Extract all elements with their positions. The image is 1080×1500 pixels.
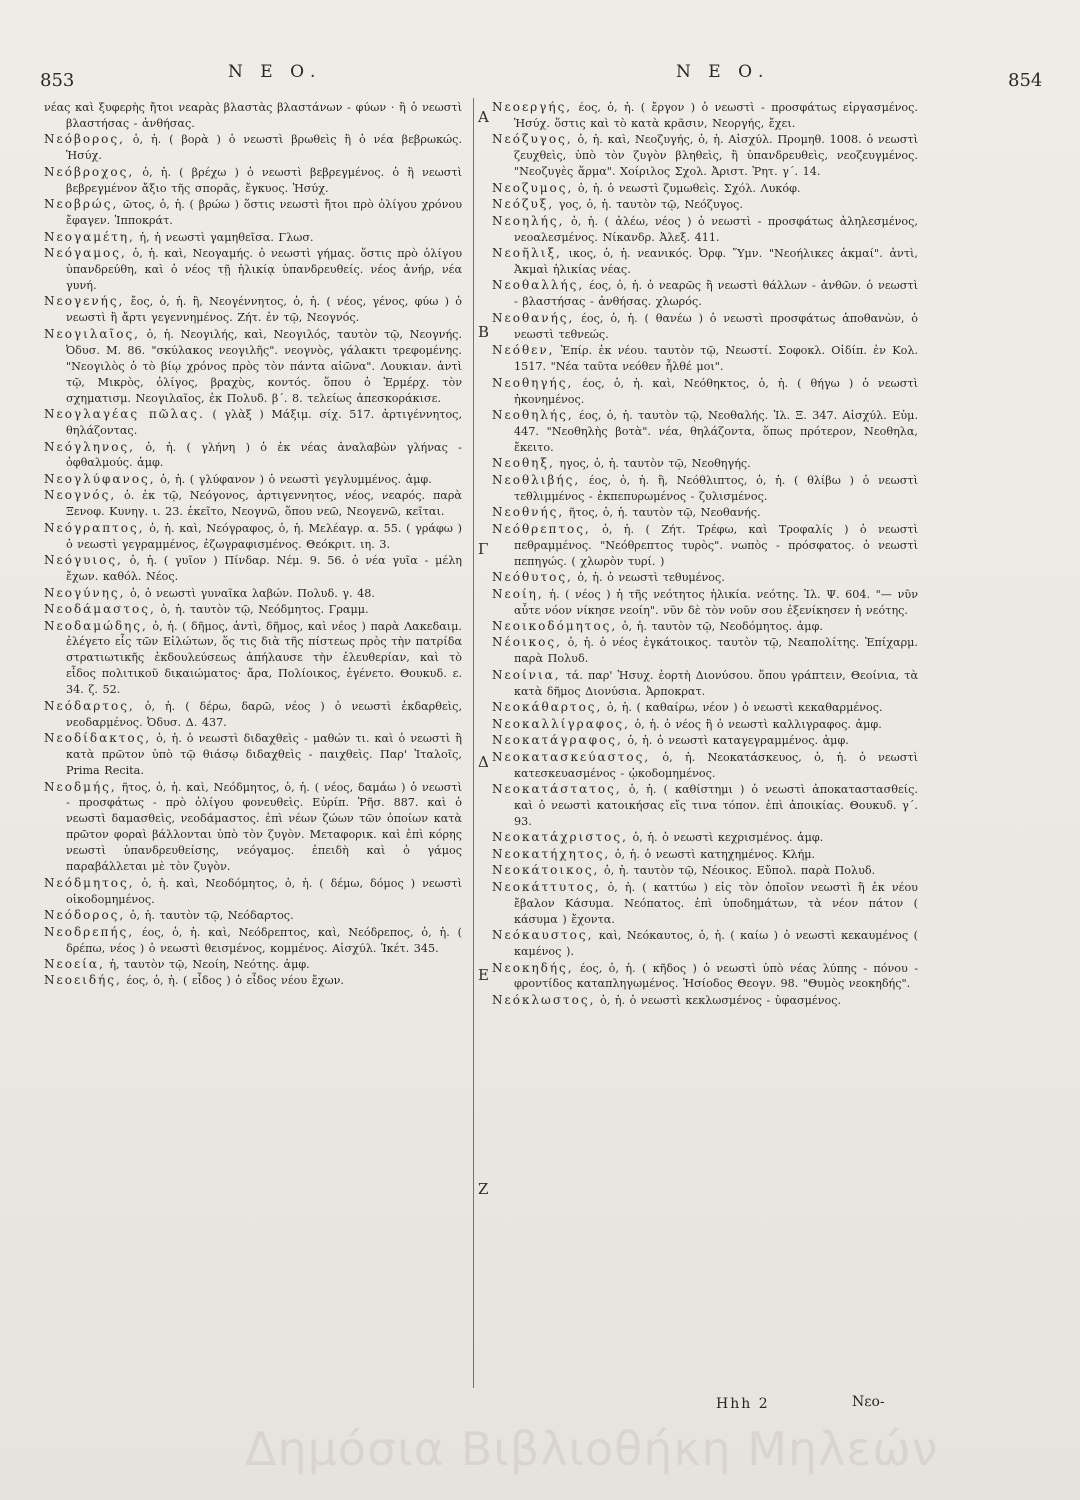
entry-definition: ἔος, ὁ, ἡ. ἢ, Νεογέννητος, ὁ, ἡ. ( νέος, γένος, φύω ) ὁ νεωστὶ ἢ ἄρτι γεγεννημένος. Ζήτ. ἐν τῷ, Νεογνός.: [66, 295, 462, 325]
entry-headword: Νεοῆλιξ,: [492, 246, 562, 261]
entry-definition: ηγος, ὁ, ἡ. ταυτὸν τῷ, Νεοθηγής.: [554, 457, 751, 471]
dictionary-entry: [492, 635, 918, 667]
dictionary-entry: [492, 278, 918, 310]
entry-definition: έος, ὁ, ἡ. ἢ, Νεόθλιπτος, ὁ, ἡ. ( θλίβω ) ὁ νεωστὶ τεθλιμμένος - ἐκπεπυρωμένος - ζυλισμένος.: [514, 473, 918, 503]
dictionary-entry: [492, 473, 918, 505]
dictionary-entry: [44, 327, 462, 407]
entry-headword: Νεοκατήχητος,: [492, 846, 611, 861]
entry-definition: έος, ὁ, ἡ. ( θανέω ) ὁ νεωστὶ προσφάτως ἀποθανὼν, ὁ νεωστὶ τεθνεώς.: [514, 311, 918, 341]
entry-headword: Νεόκαυστος,: [492, 928, 594, 943]
dictionary-entry: [492, 750, 918, 782]
entry-definition: ὁ, ἡ. ὁ νεωστὶ ζυμωθεὶς. Σχόλ. Λυκόφ.: [573, 181, 801, 195]
dictionary-entry: [492, 181, 918, 197]
entry-headword: Νεοκατάχριστος,: [492, 830, 628, 845]
dictionary-entry: [492, 311, 918, 343]
section-letter-z: Ζ: [478, 1180, 489, 1198]
entry-headword: Νεοδμής,: [44, 779, 117, 794]
entry-headword: Νεοθλιβής,: [492, 472, 581, 487]
entry-definition: γος, ὁ, ἡ. ταυτὸν τῷ, Νεόζυγος.: [554, 198, 743, 212]
entry-headword: Νεοκατασκεύαστος,: [492, 749, 651, 764]
dictionary-entry: [492, 668, 918, 700]
entry-definition: ἡ, ταυτὸν τῷ, Νεοίη, Νεότης. ἀμφ.: [104, 958, 310, 972]
entry-definition: ὁ, ἡ. ὁ νεωστὶ κεχρισμένος. ἀμφ.: [627, 831, 824, 845]
entry-headword: Νεοικοδόμητος,: [492, 619, 618, 633]
entry-headword: Νεοβρώς,: [44, 197, 119, 212]
entry-definition: νέας καὶ ξυφερὴς ἤτοι νεαρὰς βλαστὰς βλαστάνων - φύων · ἢ ὁ νεωστὶ βλαστήσας - ἀνθήσας.: [44, 101, 462, 130]
left-running-head: Ν Ε Ο.: [228, 62, 322, 82]
dictionary-entry: [44, 957, 462, 973]
catchword: Νεο-: [852, 1394, 885, 1410]
section-letter-b: Β: [478, 323, 490, 341]
entry-definition: ὁ, ἡ. ( βρέχω ) ὁ νεωστὶ βεβρεγμένος. ὁ ἢ νεωστὶ βεβρεγμένον ἄξιο τῆς σπορᾶς, ἔγκυος. Ἡσύχ.: [66, 165, 462, 195]
entry-headword: Νεόγραπτος,: [44, 520, 145, 535]
entry-definition: ῆτος, ὁ, ἡ. ταυτὸν τῷ, Νεοθανής.: [564, 506, 761, 520]
dictionary-entry: [44, 602, 462, 618]
entry-headword: Νεοίνια,: [492, 667, 561, 682]
dictionary-entry: [492, 928, 918, 960]
entry-definition: ὁ, ἡ. ὁ νεωστὶ κατηχημένος. Κλήμ.: [610, 847, 816, 861]
dictionary-entry: [492, 830, 918, 846]
dictionary-entry: [492, 132, 918, 180]
entry-headword: Νεοδαμώδης,: [44, 618, 148, 633]
dictionary-entry: [44, 699, 462, 731]
entry-headword: Νεοδρεπής,: [44, 924, 135, 939]
dictionary-entry: [44, 472, 462, 488]
library-watermark: Δημόσια Βιβλιοθήκη Μηλεών: [245, 1422, 939, 1476]
right-running-head: Ν Ε Ο.: [676, 62, 770, 82]
section-letter-a: Α: [478, 108, 489, 126]
dictionary-entry: [44, 294, 462, 326]
entry-headword: Νεόζυξ,: [492, 197, 555, 212]
dictionary-entry: [44, 521, 462, 553]
entry-headword: Νεόζυγος,: [492, 132, 573, 147]
dictionary-entry: [44, 780, 462, 876]
entry-headword: Νεογλαγέας πῶλας.: [44, 407, 205, 422]
right-dictionary-column: [492, 100, 918, 1009]
dictionary-entry: [492, 408, 918, 456]
entry-headword: Νεοθαλλής,: [492, 278, 585, 293]
entry-headword: Νεόδορος,: [44, 908, 126, 923]
entry-definition: ( γλὰξ ) Μάξιμ. σίχ. 517. ἀρτιγέννητος, θηλάζοντας.: [66, 408, 462, 438]
dictionary-entry: [44, 100, 462, 132]
entry-headword: Νεογενής,: [44, 294, 125, 309]
dictionary-entry: [492, 376, 918, 408]
entry-headword: Νεοκατάστατος,: [492, 782, 622, 797]
entry-headword: Νεόβορος,: [44, 132, 125, 147]
entry-headword: Νεοεργής,: [492, 100, 573, 114]
entry-headword: Νεοκάτοικος,: [492, 863, 600, 878]
entry-headword: Νεογιλαῖος,: [44, 326, 140, 341]
entry-headword: Νεοθηλής,: [492, 408, 574, 423]
entry-definition: ἡ, ἡ νεωστὶ γαμηθεῖσα. Γλωσ.: [134, 230, 314, 244]
entry-definition: ὁ. ἐκ τῷ, Νεόγονος, ἀρτιγεννητος, νέος, νεαρός. παρὰ Ξενοφ. Κυνηγ. ι. 23. ἐκεῖτο, Νεογνῶ, ὅπου νεῶ, Νεογενῶ, κεῖται.: [66, 489, 462, 519]
dictionary-entry: [44, 165, 462, 197]
signature-mark: Hhh 2: [716, 1396, 770, 1412]
entry-definition: έος, ὁ, ἡ. ( εἶδος ) ὁ εἶδος νέου ἔχων.: [121, 974, 344, 988]
entry-headword: Νεοθηγής,: [492, 375, 574, 390]
dictionary-entry: [44, 619, 462, 699]
entry-definition: ὁ, ἡ. ταυτὸν τῷ, Νεόδμητος. Γραμμ.: [155, 603, 369, 617]
entry-definition: Ἐπίρ. ἐκ νέου. ταυτὸν τῷ, Νεωστί. Σοφοκλ. Οἰδίπ. ἐν Κολ. 1517. "Νέα ταῦτα νεόθεν ἦλθέ μοι".: [514, 344, 918, 374]
entry-headword: Νεοδάμαστος,: [44, 602, 156, 617]
entry-definition: ἡ. ( νέος ) ἡ τῆς νεότητος ἡλικία. νεότης. Ἰλ. Ψ. 604. "— νῦν αὖτε νόον νίκησε νεοίη". νῦν δὲ τὸν νοῦν σου ἐξενίκησεν ἡ νεότης.: [514, 587, 918, 617]
entry-definition: ὁ, ἡ. ( ἀλέω, νέος ) ὁ νεωστὶ - προσφάτως ἀληλεσμένος, νεοαλεσμένος. Νίκανδρ. Ἀλεξ. 411.: [514, 214, 918, 244]
entry-headword: Νεοκάθαρτος,: [492, 700, 603, 715]
dictionary-entry: [44, 230, 462, 246]
dictionary-entry: [44, 925, 462, 957]
dictionary-entry: [44, 586, 462, 602]
dictionary-entry: [492, 522, 918, 570]
entry-headword: Νεόδμητος,: [44, 875, 135, 890]
entry-definition: έος, ὁ, ἡ. ὁ νεαρῶς ἢ νεωστὶ θάλλων - ἀνθῶν. ὁ νεωστὶ - βλαστήσας - ἀνθήσας. χλωρός.: [514, 279, 918, 309]
dictionary-entry: [492, 993, 918, 1009]
dictionary-entry: [492, 456, 918, 472]
entry-headword: Νεόθυτος,: [492, 570, 573, 585]
dictionary-entry: [492, 961, 918, 993]
entry-definition: ὁ, ἡ. ταυτὸν τῷ, Νέοικος. Εὔπολ. παρὰ Πολυδ.: [599, 864, 876, 878]
entry-headword: Νεόθεν,: [492, 343, 555, 358]
left-page-number: 853: [40, 70, 75, 91]
entry-headword: Νεοκηδής,: [492, 960, 574, 975]
entry-definition: ὁ, ὁ νεωστὶ γυναῖκα λαβών. Πολυδ. γ. 48.: [125, 586, 375, 600]
entry-headword: Νεοθνής,: [492, 505, 565, 520]
entry-definition: ὁ, ἡ. καὶ, Νεογαμής. ὁ νεωστὶ γήμας. ὅστις πρὸ ὀλίγου ὑπανδρεύθη, καὶ ὁ νέος τῇ ἡλικίᾳ ὑπανδρευθείς. νέος ἀνήρ, νέα γυνή.: [66, 247, 462, 292]
entry-headword: Νεοζυμος,: [492, 180, 574, 195]
entry-headword: Νεόδαρτος,: [44, 698, 135, 713]
dictionary-entry: [44, 876, 462, 908]
section-letter-g: Γ: [478, 540, 489, 558]
entry-definition: ὁ, ἡ. ( καθαίρω, νέον ) ὁ νεωστὶ κεκαθαρμένος.: [602, 701, 883, 715]
entry-headword: Νεόγληνος,: [44, 439, 135, 454]
entry-headword: Νεογύνης,: [44, 585, 126, 600]
entry-definition: ὁ, ἡ. Νεοκατάσκευος, ὁ, ἡ. ὁ νεωστὶ κατεσκευασμένος - ᾠκοδομημένος.: [514, 750, 918, 780]
dictionary-entry: [492, 505, 918, 521]
dictionary-entry: [44, 908, 462, 924]
entry-definition: ὁ, ἡ. ( βορὰ ) ὁ νεωστὶ βρωθεὶς ἢ ὁ νέα βεβρωκώς. Ἡσύχ.: [66, 133, 462, 163]
column-divider: [473, 98, 474, 1388]
entry-definition: ὁ, ἡ. ὁ νεωστὶ καταγεγραμμένος. ἀμφ.: [622, 734, 849, 748]
dictionary-entry: [492, 619, 918, 635]
entry-definition: ὁ, ἡ. ( γυῖον ) Πίνδαρ. Νέμ. 9. 56. ὁ νέα γυῖα - μέλη ἔχων. καθόλ. Νέος.: [66, 554, 462, 584]
dictionary-entry: [44, 440, 462, 472]
dictionary-entry: [492, 100, 918, 132]
dictionary-entry: [492, 246, 918, 278]
dictionary-entry: [492, 197, 918, 213]
entry-headword: Νεοίη,: [492, 586, 544, 601]
entry-definition: έος, ὁ, ἡ. καὶ, Νεόδρεπτος, καὶ, Νεόδρεπος, ὁ, ἡ. ( δρέπω, νέος ) ὁ νεωστὶ θεισμένος, κομμένος. Αἰσχύλ. Ἱκέτ. 345.: [66, 925, 462, 955]
dictionary-entry: [44, 246, 462, 294]
entry-definition: ὁ, ἡ. ταυτὸν τῷ, Νεοδόμητος. ἀμφ.: [617, 620, 823, 633]
entry-definition: καὶ, Νεόκαυτος, ὁ, ἡ. ( καίω ) ὁ νεωστὶ κεκαυμένος ( καμένος ).: [514, 929, 918, 959]
entry-definition: έος, ὁ, ἡ. ( ἔργον ) ὁ νεωστὶ - προσφάτως εἰργασμένος. Ἡσύχ. ὅστις καὶ τὸ κατὰ κρᾶσιν, Νεοργής, ἔχει.: [514, 101, 918, 130]
entry-headword: Νεόκλωστος,: [492, 992, 596, 1007]
entry-definition: ὁ, ἡ. ( Ζήτ. Τρέφω, καὶ Τροφαλίς ) ὁ νεωστὶ πεθραμμένος. "Νεόθρεπτος τυρὸς". νωπὸς - πρόσφατος. ὁ νεωστὶ πεπηγώς. ( χλωρὸν τυρί. ): [514, 522, 918, 568]
entry-definition: ὁ, ἡ. ( δέρω, δαρῶ, νέος ) ὁ νεωστὶ ἐκδαρθεὶς, νεοδαρμένος. Ὀδυσ. Δ. 437.: [66, 699, 462, 729]
entry-definition: ὁ, ἡ. ὁ νέος ἐγκάτοικος. ταυτὸν τῷ, Νεαπολίτης. Ἐπίχαρμ. παρὰ Πολυδ.: [514, 636, 918, 666]
entry-definition: ὁ, ἡ. καὶ, Νεόγραφος, ὁ, ἡ. Μελέαγρ. α. 55. ( γράφω ) ὁ νεωστὶ γεγραμμένος, ἐζωγραφισμένος. Θεόκριτ. ιη. 3.: [66, 521, 462, 551]
entry-headword: Νεοδίδακτος,: [44, 731, 152, 746]
right-page-number: 854: [1008, 70, 1043, 91]
entry-headword: Νεόγαμος,: [44, 246, 127, 261]
entry-headword: Νεογαμέτη,: [44, 229, 135, 244]
entry-headword: Νεοκάττυτος,: [492, 879, 601, 894]
entry-definition: ὁ, ἡ. ταυτὸν τῷ, Νεόδαρτος.: [125, 909, 294, 923]
entry-definition: ὁ, ἡ. Νεογιλής, καὶ, Νεογιλός, ταυτὸν τῷ, Νεογνής. Ὀδυσ. Μ. 86. "σκύλακος νεογιλῆς". νεογνὸς, γάλακτι τρεφομένης. "Νεογιλὸς ὁ τὸ βίῳ χρόνος πρὸς τὸν πάντα αἰῶνα". Λουκιαν. ἀντὶ τῷ, Μικρὸς, ὀλίγος, βραχὺς, κοντός. ὅπου ὁ Ἑρμέρχ. τὸν σχηματισμ. Νεογιλαῖος, ἐκ Πολυδ. β΄. 8. τελείως ἀπεσκοράκισε.: [66, 327, 462, 405]
dictionary-entry: [492, 700, 918, 716]
dictionary-entry: [492, 214, 918, 246]
entry-definition: ὁ, ἡ. ὁ νέος ἢ ὁ νεωστὶ καλλιγραφος. ἀμφ.: [629, 717, 882, 731]
entry-definition: έος, ὁ, ἡ. ταυτὸν τῷ, Νεοθαλής. Ἰλ. Ξ. 347. Αἰσχύλ. Εὐμ. 447. "Νεοθηλὴς βοτὰ". νέα, θηλάζοντα, ὅπως πρότερον, Νεοθηλα, ἔκειτο.: [514, 409, 918, 455]
entry-headword: Νεοειδής,: [44, 973, 122, 988]
entry-headword: Νεογνός,: [44, 488, 117, 503]
entry-definition: ὁ, ἡ. καὶ, Νεοζυγής, ὁ, ἡ. Αἰσχύλ. Προμηθ. 1008. ὁ νεωστὶ ζευχθεὶς, ὑπὸ τὸν ζυγὸν βληθεὶς, ἢ ὑπανδρευθεὶς, νεοζευγμένος. "Νεοζυγὲς ἅρμα". Χοίριλος Σχολ. Ἀριστ. Ῥητ. γ΄. 14.: [514, 133, 918, 179]
dictionary-entry: [492, 343, 918, 375]
entry-headword: Νεόθρεπτος,: [492, 521, 591, 536]
dictionary-entry: [492, 717, 918, 733]
dictionary-entry: [44, 197, 462, 229]
entry-definition: ὁ, ἡ. ( καττύω ) εἰς τὸν ὁποῖον νεωστὶ ἢ ἐκ νέου ἔβαλον Κάσυμα. Νεόπατος. ἐπὶ ὑποδημάτων, τὰ νέον πάτον ( κάσυμα ) ἔχοντα.: [514, 880, 918, 926]
entry-definition: ῆτος, ὁ, ἡ. καὶ, Νεόδμητος, ὁ, ἡ. ( νέος, δαμάω ) ὁ νεωστὶ - προσφάτως - πρὸ ὀλίγου φονευθεὶς. Εὐρίπ. Ῥῆσ. 887. καὶ ὁ νεωστὶ δαμασθεὶς, νεοδάμαστος. ἐπὶ νέων ζώων τῶν ὁποίων κατὰ πρῶτον φοραὶ βάλλονται ὑπὸ τὸν ζυγὸν. Μεταφορικ. καὶ ἐπὶ κόρης νεωστὶ ὑπανδρευθείσης, νεόγαμος. ἐπειδὴ καὶ ὁ γάμος παραβάλλεται μὲ τὸν ζυγὸν.: [66, 780, 462, 874]
dictionary-entry: [44, 407, 462, 439]
entry-headword: Νεοεία,: [44, 957, 105, 972]
entry-headword: Νεοκαλλίγραφος,: [492, 716, 630, 731]
entry-definition: ὁ, ἡ. ( γλύφανον ) ὁ νεωστὶ γεγλυμμένος. ἀμφ.: [155, 472, 432, 486]
dictionary-entry: [44, 553, 462, 585]
entry-definition: ὁ, ἡ. ( καθίστημι ) ὁ νεωστὶ ἀποκαταστασθείς. καὶ ὁ νεωστὶ κατοικήσας εἴς τινα τόπον. ἐπὶ ἀποικίας. Θουκυδ. γ΄. 93.: [514, 783, 918, 828]
left-dictionary-column: [44, 100, 462, 990]
dictionary-entry: [44, 132, 462, 164]
entry-headword: Νεογλύφανος,: [44, 471, 156, 486]
entry-definition: ὁ, ἡ. ( δῆμος, ἀντὶ, δῆμος, καὶ νέος ) παρὰ Λακεδαιμ. ἐλέγετο εἷς τῶν Εἱλώτων, ὅς τις διὰ τῆς πίστεως πρὸς τὴν πατρίδα στρατιωτικῆς ἐκδουλεύσεως ἀπήλαυσε τὴν ἐλευθερίαν, καὶ τὸ εἶδος πολιτικοῦ δικαιώματος· ἄρα, Πολίοικος, ἐγένετο. Θουκυδ. ε. 34. ζ. 52.: [66, 619, 462, 697]
entry-definition: ὁ, ἡ. ὁ νεωστὶ διδαχθεὶς - μαθών τι. καὶ ὁ νεωστὶ ἢ κατὰ πρῶτον ὑπὸ τῷ θιάσῳ διδαχθεὶς - παιχθεὶς. Παρ' Ἰταλοῖς, Prima Recita.: [66, 732, 462, 778]
entry-headword: Νεοηλής,: [492, 213, 565, 228]
entry-headword: Νεοκατάγραφος,: [492, 733, 623, 748]
dictionary-entry: [44, 973, 462, 989]
dictionary-entry: [492, 880, 918, 928]
entry-headword: Νεοθανής,: [492, 310, 575, 325]
dictionary-entry: [492, 587, 918, 619]
entry-definition: ὁ, ἡ. καὶ, Νεοδόμητος, ὁ, ἡ. ( δέμω, δόμος ) νεωστὶ οἰκοδομημένος.: [66, 876, 462, 906]
dictionary-entry: [492, 847, 918, 863]
section-letter-e: Ε: [478, 966, 489, 984]
dictionary-entry: [492, 782, 918, 830]
entry-definition: έος, ὁ, ἡ. ( κῆδος ) ὁ νεωστὶ ὑπὸ νέας λύπης - πόνου - φροντίδος καταπληγωμένος. Ἡσίοδος Θεογν. 98. "Θυμὸς νεοκηδής".: [514, 961, 918, 991]
entry-definition: τά. παρ' Ἡσυχ. ἑορτὴ Διονύσου. ὅπου γράπτειν, Θεοίνια, τὰ κατὰ δῆμος Διονύσια. Ἀρποκρατ.: [514, 668, 918, 698]
entry-headword: Νεόβροχος,: [44, 164, 135, 179]
entry-definition: ὁ, ἡ. ὁ νεωστὶ κεκλωσμένος - ὑφασμένος.: [595, 993, 842, 1007]
entry-headword: Νεόγυιος,: [44, 553, 123, 568]
entry-definition: ὁ, ἡ. ( γλήνη ) ὁ ἐκ νέας ἀναλαβὼν γλήνας - ὀφθαλμούς. ἀμφ.: [66, 440, 462, 470]
entry-headword: Νεοθηξ,: [492, 456, 555, 471]
dictionary-entry: [44, 731, 462, 779]
entry-definition: ικος, ὁ, ἡ. νεανικός. Ὀρφ. Ὕμν. "Νεοήλικες ἀκμαί". ἀντὶ, Ἀκμαὶ ἡλικίας νέας.: [514, 247, 918, 277]
dictionary-entry: [492, 863, 918, 879]
section-letter-d: Δ: [478, 753, 489, 771]
dictionary-entry: [44, 488, 462, 520]
dictionary-entry: [492, 733, 918, 749]
entry-definition: έος, ὁ, ἡ. καὶ, Νεόθηκτος, ὁ, ἡ. ( θήγω ) ὁ νεωστὶ ἠκονημένος.: [514, 376, 918, 406]
entry-definition: ῶτος, ὁ, ἡ. ( βρώω ) ὅστις νεωστὶ ἤτοι πρὸ ὀλίγου χρόνου ἔφαγεν. Ἱπποκράτ.: [66, 198, 462, 228]
entry-definition: ὁ, ἡ. ὁ νεωστὶ τεθυμένος.: [572, 571, 725, 585]
dictionary-entry: [492, 570, 918, 586]
entry-headword: Νέοικος,: [492, 635, 562, 650]
